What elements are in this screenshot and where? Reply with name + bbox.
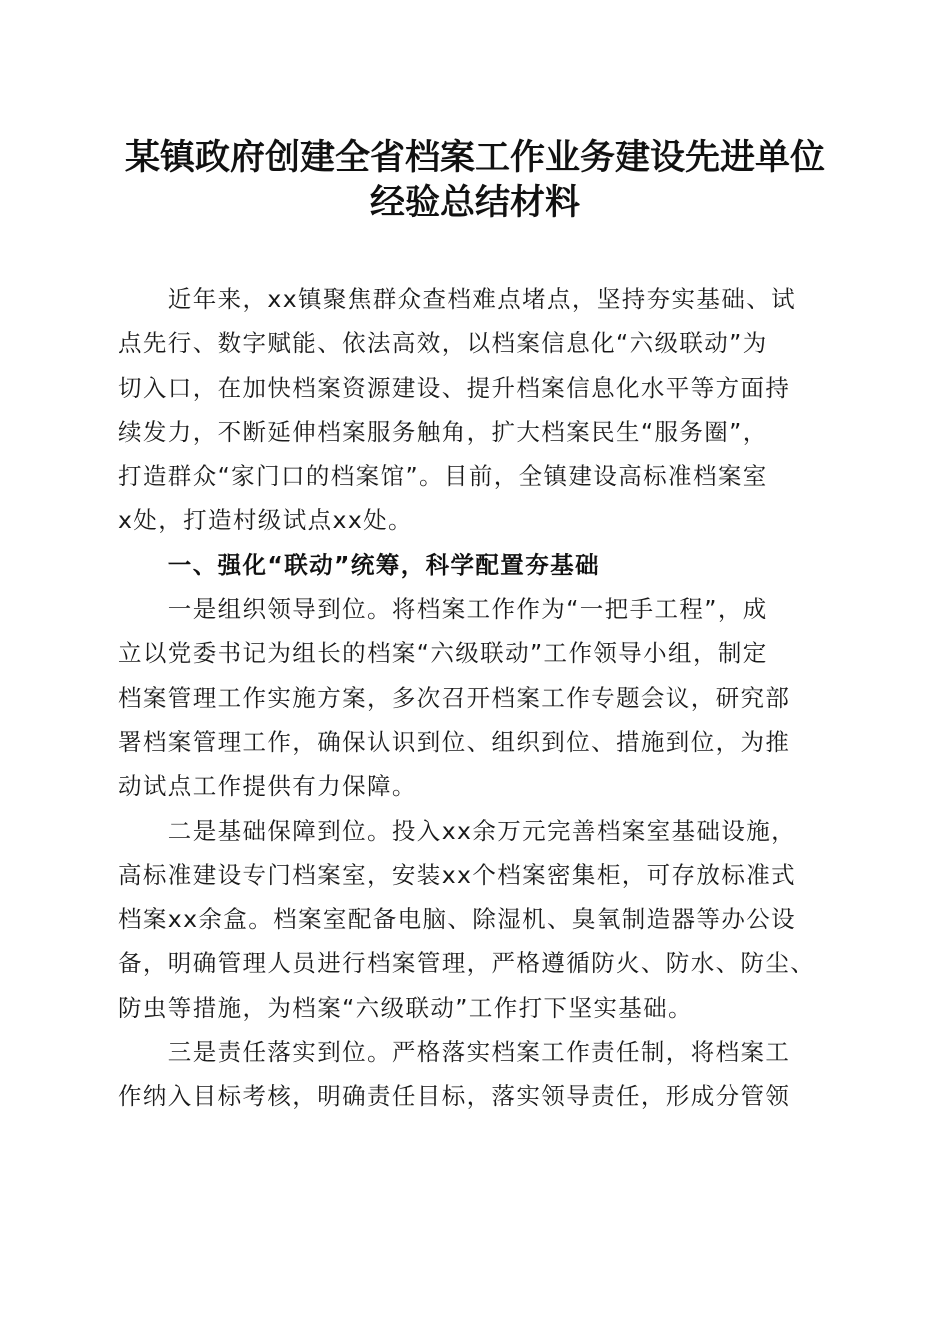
body-line: 点先行、数字赋能、依法高效，以档案信息化“六级联动”为 — [118, 329, 768, 358]
document-body — [118, 277, 830, 1119]
document-title — [100, 135, 850, 225]
body-line: 立以党委书记为组长的档案“六级联动”工作领导小组，制定 — [118, 639, 768, 668]
body-line: 三是责任落实到位。严格落实档案工作责任制，将档案工 — [118, 1038, 791, 1067]
body-line: 切入口，在加快档案资源建设、提升档案信息化水平等方面持 — [118, 373, 791, 402]
body-line: 备，明确管理人员进行档案管理，严格遵循防火、防水、防尘、 — [118, 949, 816, 978]
title-line-1: 某镇政府创建全省档案工作业务建设先进单位 — [124, 137, 825, 178]
body-line: x处，打造村级试点xx处。 — [118, 506, 413, 535]
body-line: 打造群众“家门口的档案馆”。目前，全镇建设高标准档案室 — [118, 462, 768, 491]
body-line: 档案xx余盒。档案室配备电脑、除湿机、臭氧制造器等办公设 — [118, 905, 797, 934]
body-line: 作纳入目标考核，明确责任目标，落实领导责任，形成分管领 — [118, 1082, 791, 1111]
body-line: 动试点工作提供有力保障。 — [118, 772, 417, 801]
body-line: 署档案管理工作，确保认识到位、组织到位、措施到位，为推 — [118, 727, 791, 756]
body-line: 一是组织领导到位。将档案工作作为“一把手工程”，成 — [118, 595, 768, 624]
body-line: 二是基础保障到位。投入xx余万元完善档案室基础设施， — [118, 816, 797, 845]
body-line: 防虫等措施，为档案“六级联动”工作打下坚实基础。 — [118, 993, 693, 1022]
body-line: 续发力，不断延伸档案服务触角，扩大档案民生“服务圈”， — [118, 417, 768, 446]
title-line-2: 经验总结材料 — [369, 182, 580, 223]
body-line: 近年来，xx镇聚焦群众查档难点堵点，坚持夯实基础、试 — [118, 285, 797, 313]
body-line: 档案管理工作实施方案，多次召开档案工作专题会议，研究部 — [118, 683, 791, 712]
body-line: 高标准建设专门档案室，安装xx个档案密集柜，可存放标准式 — [118, 860, 797, 889]
section-heading: 一、强化“联动”统筹，科学配置夯基础 — [118, 550, 600, 579]
